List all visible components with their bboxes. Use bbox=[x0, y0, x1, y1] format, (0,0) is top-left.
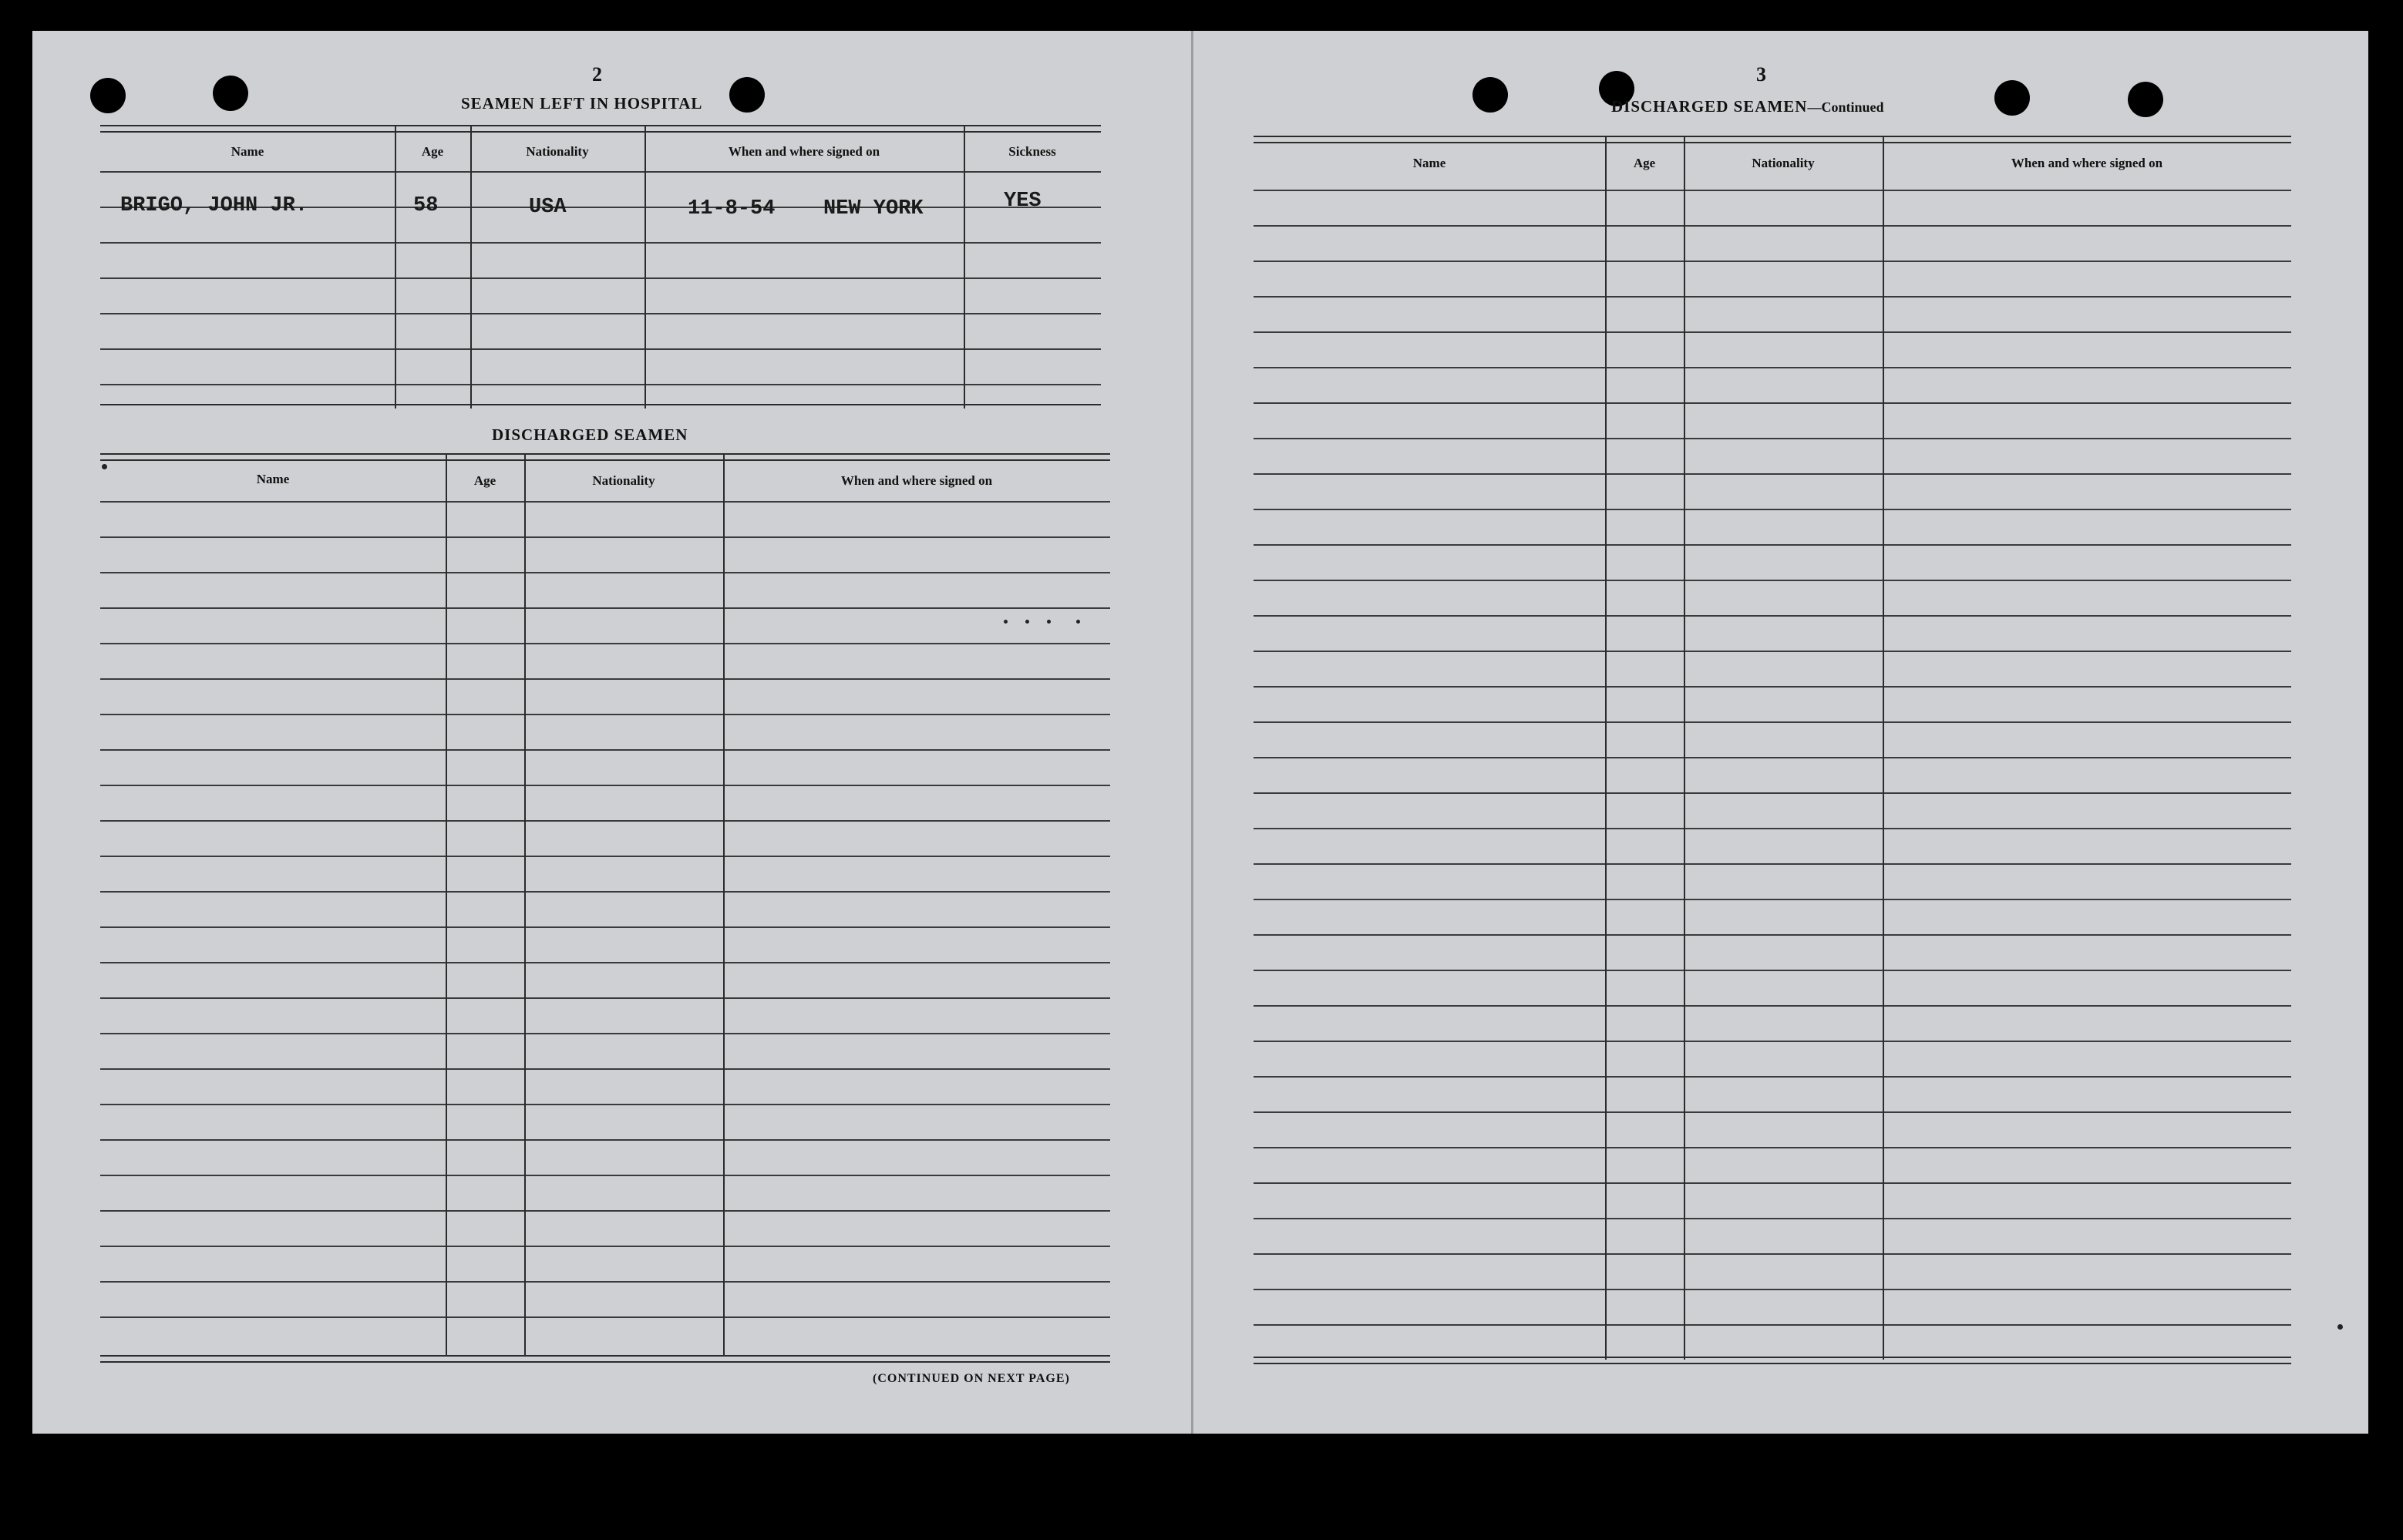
table-rule bbox=[100, 607, 1110, 609]
table-rule bbox=[1254, 1357, 2291, 1358]
table-rule bbox=[1254, 792, 2291, 794]
table-rule bbox=[100, 1104, 1110, 1105]
punch-hole bbox=[1994, 80, 2030, 116]
ink-speck bbox=[1025, 620, 1029, 624]
discharged-section-title-right bbox=[1611, 97, 1883, 116]
table-rule bbox=[1254, 261, 2291, 262]
table-rule bbox=[100, 643, 1110, 644]
table-rule bbox=[1254, 1041, 2291, 1042]
table-rule bbox=[1254, 190, 2291, 191]
ink-speck bbox=[1004, 620, 1008, 624]
signed-on-place: NEW YORK bbox=[823, 197, 924, 220]
table-rule bbox=[100, 1139, 1110, 1141]
table-rule bbox=[100, 501, 1110, 503]
column-divider bbox=[524, 453, 526, 1357]
table-rule bbox=[1254, 1218, 2291, 1219]
table-rule bbox=[100, 1068, 1110, 1070]
column-divider bbox=[395, 125, 396, 409]
col-header-signed-on: When and where signed on bbox=[2011, 156, 2163, 170]
column-divider bbox=[964, 125, 965, 409]
table-rule bbox=[1254, 544, 2291, 546]
punch-hole bbox=[729, 77, 765, 113]
table-rule bbox=[1254, 1076, 2291, 1078]
table-rule bbox=[1254, 1253, 2291, 1255]
table-rule bbox=[100, 1210, 1110, 1212]
table-rule bbox=[1254, 367, 2291, 368]
table-rule bbox=[100, 926, 1110, 928]
punch-hole bbox=[213, 76, 248, 111]
column-divider bbox=[470, 125, 472, 409]
table-rule bbox=[100, 313, 1101, 314]
punch-hole bbox=[2128, 82, 2163, 117]
table-rule bbox=[1254, 651, 2291, 652]
col-header-nationality: Nationality bbox=[1752, 156, 1815, 170]
table-rule bbox=[1254, 721, 2291, 723]
table-rule bbox=[100, 384, 1101, 385]
page-number-left: 2 bbox=[592, 63, 602, 86]
col-header-nationality: Nationality bbox=[526, 144, 589, 159]
table-rule bbox=[100, 891, 1110, 893]
col-header-age: Age bbox=[473, 473, 496, 488]
table-rule bbox=[100, 1246, 1110, 1247]
table-rule bbox=[100, 348, 1101, 350]
hospital-section-title: SEAMEN LEFT IN HOSPITAL bbox=[461, 94, 703, 113]
table-rule bbox=[100, 820, 1110, 822]
table-rule bbox=[100, 962, 1110, 963]
table-rule bbox=[100, 459, 1110, 461]
table-rule bbox=[1254, 509, 2291, 510]
punch-hole bbox=[90, 78, 126, 113]
table-rule bbox=[1254, 142, 2291, 143]
discharged-table-right bbox=[1254, 136, 2291, 1366]
col-header-age: Age bbox=[421, 144, 444, 159]
table-rule bbox=[100, 131, 1101, 133]
signed-on-date: 11-8-54 bbox=[688, 197, 776, 220]
continued-note: (CONTINUED ON NEXT PAGE) bbox=[873, 1372, 1070, 1385]
page-number-right: 3 bbox=[1756, 63, 1766, 86]
table-rule bbox=[100, 1033, 1110, 1034]
continued-suffix: —Continued bbox=[1807, 99, 1884, 115]
table-rule bbox=[1254, 1363, 2291, 1364]
column-divider bbox=[723, 453, 725, 1357]
table-rule bbox=[1254, 757, 2291, 758]
table-rule bbox=[100, 171, 1101, 173]
table-rule bbox=[100, 997, 1110, 999]
discharged-title-text: DISCHARGED SEAMEN bbox=[1611, 97, 1808, 116]
column-divider bbox=[1605, 136, 1607, 1360]
table-rule bbox=[100, 1355, 1110, 1357]
table-rule bbox=[100, 125, 1101, 126]
seaman-nationality: USA bbox=[529, 196, 567, 219]
table-rule bbox=[100, 1361, 1110, 1363]
col-header-nationality: Nationality bbox=[592, 473, 655, 488]
seaman-age: 58 bbox=[413, 194, 439, 217]
column-divider bbox=[1883, 136, 1884, 1360]
table-rule bbox=[100, 242, 1101, 244]
table-rule bbox=[100, 678, 1110, 680]
ink-speck bbox=[2337, 1324, 2343, 1330]
table-rule bbox=[1254, 473, 2291, 475]
col-header-name: Name bbox=[1412, 156, 1446, 170]
punch-hole bbox=[1472, 77, 1508, 113]
table-rule bbox=[1254, 970, 2291, 971]
table-rule bbox=[100, 856, 1110, 857]
table-rule bbox=[1254, 1182, 2291, 1184]
table-rule bbox=[1254, 402, 2291, 404]
col-header-age: Age bbox=[1633, 156, 1656, 170]
ink-speck bbox=[1047, 620, 1051, 624]
table-rule bbox=[1254, 1324, 2291, 1326]
table-rule bbox=[1254, 1005, 2291, 1007]
table-rule bbox=[1254, 1111, 2291, 1113]
discharged-section-title-left: DISCHARGED SEAMEN bbox=[492, 425, 688, 444]
column-divider bbox=[1684, 136, 1685, 1360]
table-rule bbox=[1254, 438, 2291, 439]
sickness-value: YES bbox=[1004, 190, 1042, 213]
table-rule bbox=[100, 404, 1101, 405]
ink-speck bbox=[1076, 620, 1080, 624]
table-rule bbox=[100, 1281, 1110, 1283]
table-rule bbox=[1254, 580, 2291, 581]
discharged-table-left bbox=[100, 453, 1110, 1363]
col-header-sickness: Sickness bbox=[1008, 144, 1056, 159]
center-fold bbox=[1191, 31, 1193, 1434]
table-rule bbox=[1254, 296, 2291, 298]
seaman-name: BRIGO, JOHN JR. bbox=[120, 194, 308, 217]
table-rule bbox=[100, 785, 1110, 786]
column-divider bbox=[446, 453, 447, 1357]
table-rule bbox=[1254, 1289, 2291, 1290]
table-rule bbox=[1254, 686, 2291, 688]
table-rule bbox=[100, 1316, 1110, 1318]
table-rule bbox=[100, 749, 1110, 751]
table-rule bbox=[1254, 615, 2291, 617]
table-rule bbox=[1254, 331, 2291, 333]
table-rule bbox=[100, 277, 1101, 279]
col-header-signed-on: When and where signed on bbox=[728, 144, 880, 159]
table-rule bbox=[1254, 1147, 2291, 1148]
table-rule bbox=[100, 714, 1110, 715]
table-rule bbox=[1254, 136, 2291, 137]
table-rule bbox=[1254, 899, 2291, 900]
table-rule bbox=[100, 536, 1110, 538]
col-header-name: Name bbox=[256, 472, 290, 486]
table-rule bbox=[100, 453, 1110, 455]
col-header-name: Name bbox=[231, 144, 264, 159]
table-rule bbox=[1254, 934, 2291, 936]
table-rule bbox=[1254, 225, 2291, 227]
table-rule bbox=[100, 572, 1110, 573]
col-header-signed-on: When and where signed on bbox=[840, 473, 993, 488]
ink-speck bbox=[102, 464, 107, 469]
hospital-table bbox=[100, 125, 1101, 409]
table-rule bbox=[100, 1175, 1110, 1176]
table-rule bbox=[1254, 828, 2291, 829]
table-rule bbox=[1254, 863, 2291, 865]
column-divider bbox=[645, 125, 646, 409]
